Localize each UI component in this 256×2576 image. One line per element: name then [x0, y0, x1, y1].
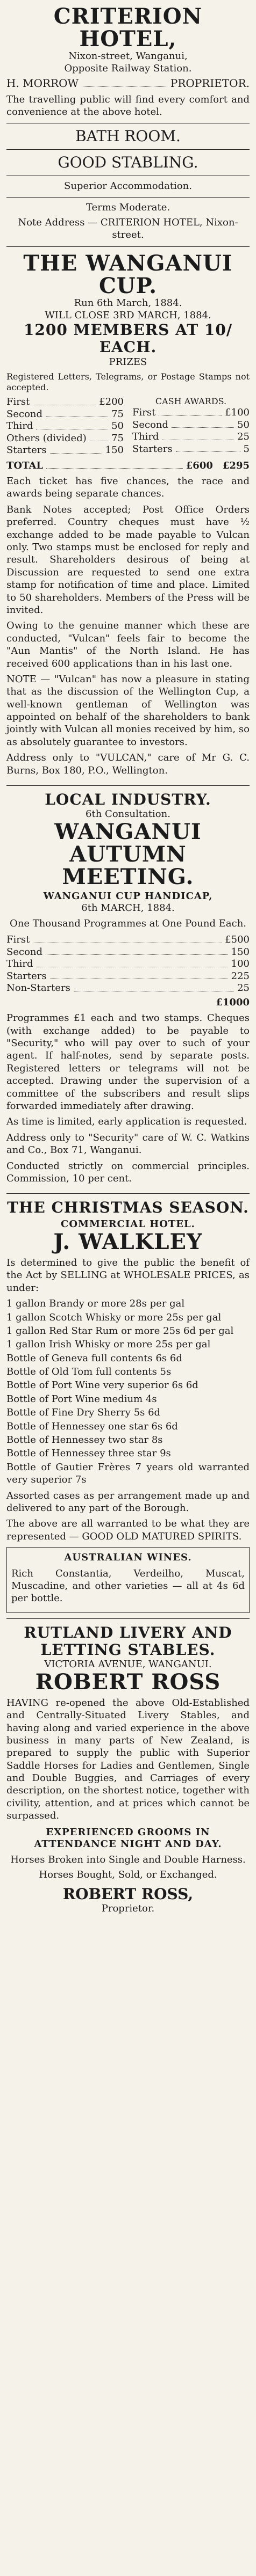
prize-row: Non-Starters 25 — [6, 982, 250, 994]
local-industry-paragraph: Address only to "Security" care of W. C. Watkins and Co., Box 71, Wanganui. — [6, 1132, 250, 1156]
prize-row: First £500 — [6, 934, 250, 946]
criterion-ad-text: The travelling public will find every comfort and convenience at the above hotel. — [6, 94, 250, 118]
commercial-hotel-ad — [6, 1194, 250, 1619]
wanganui-cup-run: Run 6th March, 1884. — [74, 297, 182, 309]
commercial-assorted: Assorted cases as per arrangement made up and delivered to any part of the Borough. — [6, 1490, 250, 1514]
rutland-stables-ad — [6, 1619, 250, 1920]
price-item: 1 gallon Irish Whisky or more 25s per gal — [6, 1339, 211, 1351]
local-industry-paragraph: Conducted strictly on commercial principles. Commission, 10 per cent. — [6, 1160, 250, 1184]
criterion-bath-room: BATH ROOM. — [75, 127, 181, 145]
local-industry-shares: One Thousand Programmes at One Pound Each. — [9, 917, 247, 929]
wanganui-cup-paragraph: Each ticket has five chances, the race and awards being separate chances. — [6, 476, 250, 500]
cash-row: First £100 — [132, 407, 250, 419]
total-value: £600 — [186, 459, 213, 471]
criterion-proprietor-name: H. MORROW — [6, 77, 79, 90]
experienced-grooms: EXPERIENCED GROOMS IN ATTENDANCE NIGHT AND DAY. — [34, 1826, 222, 1850]
dot-leader — [46, 460, 183, 469]
commercial-warranted: The above are all warranted to be what they are represented — GOOD OLD MATURED SPIRITS. — [6, 1518, 250, 1542]
cash-row: Second 50 — [132, 419, 250, 430]
prize-row: Starters 150 — [6, 444, 124, 456]
wanganui-cup-note-postage: Registered Letters, Telegrams, or Postage Stamps not accepted. — [6, 371, 250, 393]
total-right: £295 — [222, 459, 250, 471]
wanganui-cup-prizes-table — [6, 396, 124, 457]
price-item: Bottle of Port Wine medium 4s — [6, 1393, 157, 1405]
wanganui-cup-paragraph: NOTE — "Vulcan" has now a pleasure in stating that as the discussion of the Wellington Cup, a well-known gentleman of Wellington was appointed on behalf of the shareholders to bank jointly with Vulcan all monies received by him, so as absolutely guarantee to investors. — [6, 673, 250, 748]
price-item: Bottle of Hennessey two star 8s — [6, 1434, 163, 1446]
prize-row: Starters 225 — [6, 970, 250, 982]
dot-leader — [82, 77, 167, 87]
wanganui-cup-title: THE WANGANUI CUP. — [23, 251, 233, 299]
prize-row: Third 50 — [6, 420, 124, 432]
wanganui-cup-paragraph: Address only to "VULCAN," care of Mr G. C. Burns, Box 180, P.O., Wellington. — [6, 752, 250, 776]
criterion-hotel-title: CRITERION HOTEL, — [53, 4, 203, 52]
wanganui-cup-handicap: WANGANUI CUP HANDICAP, — [43, 890, 213, 902]
criterion-accommodation: Superior Accommodation. — [64, 180, 192, 192]
commercial-hotel-proprietor: J. WALKLEY — [53, 1229, 203, 1254]
price-item: Bottle of Fine Dry Sherry 5s 6d — [6, 1407, 161, 1419]
wanganui-cup-ad — [6, 247, 250, 786]
rutland-sign-name: ROBERT ROSS, — [62, 1885, 194, 1903]
wanganui-cup-paragraph: Owing to the genuine manner which these are conducted, "Vulcan" feels fair to become the "Aun Mantis" of the North Island. He has received 600 applications than in his last one. — [6, 620, 250, 669]
price-item: Bottle of Old Tom full contents 5s — [6, 1366, 172, 1378]
wanganui-cup-paragraph: Bank Notes accepted; Post Office Orders preferred. Country cheques must have ½ exchange added to be made payable to Vulcan only. Two stamps must be enclosed for reply and result. Shareholders desirous of being at Discussion are requested to send one extra stamp for notification of time and place. Limited to 50 shareholders. Members of the Press will be invited. — [6, 503, 250, 616]
criterion-note-address: Note Address — CRITERION HOTEL, Nixon-street. — [18, 217, 238, 240]
price-item: Bottle of Hennessey one star 6s 6d — [6, 1420, 178, 1432]
australian-wines-text: Rich Constantia, Verdeilho, Muscat, Muscadine, and other varieties — all at 4s 6d per bottle. — [11, 1567, 245, 1604]
total-value: £1000 — [216, 996, 250, 1008]
criterion-terms: Terms Moderate. — [86, 201, 170, 213]
local-industry-ad — [6, 786, 250, 1194]
divider — [6, 197, 250, 198]
prize-row: First £200 — [6, 396, 124, 408]
prize-row: Others (divided) 75 — [6, 432, 124, 444]
cash-row: Starters 5 — [132, 443, 250, 455]
horses-broken: Horses Broken into Single and Double Harness. — [10, 1853, 246, 1865]
wanganui-cup-members: 1200 MEMBERS AT 10/ EACH. — [23, 321, 233, 356]
horses-bought: Horses Bought, Sold, or Exchanged. — [39, 1869, 217, 1881]
wanganui-cup-cash-awards-table — [132, 396, 250, 457]
price-item: 1 gallon Red Star Rum or more 25s 6d per gal — [6, 1325, 234, 1337]
total-label: TOTAL — [6, 459, 44, 471]
wanganui-autumn-title: WANGANUI AUTUMN MEETING. — [54, 819, 202, 889]
prize-row: Second 150 — [6, 946, 250, 958]
price-item: Bottle of Hennessey three star 9s — [6, 1448, 171, 1460]
local-industry-subtitle: 6th Consultation. — [86, 808, 170, 820]
commercial-hotel-title: COMMERCIAL HOTEL. — [61, 1218, 195, 1230]
price-item: Bottle of Gautier Frères 7 years old warranted very superior 7s — [6, 1461, 250, 1486]
price-item: Bottle of Geneva full contents 6s 6d — [6, 1352, 182, 1364]
wanganui-cup-prize-tables — [6, 396, 250, 457]
local-industry-total — [6, 997, 250, 1009]
rutland-stables-text: HAVING re-opened the above Old-Established and Centrally-Situated Livery Stables, and having along and varied experience in the above business in many parts of New Zealand, is prepared to supply the public with Superior Saddle Horses for Ladies and Gentlemen, Single and Double Buggies, and Carriages of every description, on the shortest notice, together with civility, attention, and at prices which cannot be surpassed. — [6, 1697, 250, 1822]
commercial-hotel-intro: Is determined to give the public the benefit of the Act by SELLING at WHOLESALE PRICES, as under: — [6, 1257, 250, 1294]
divider — [6, 149, 250, 150]
wanganui-cup-handicap-date: 6th MARCH, 1884. — [81, 902, 175, 914]
wanganui-cup-close: WILL CLOSE 3RD MARCH, 1884. — [45, 309, 211, 321]
criterion-hotel-proprietor-row — [6, 77, 250, 90]
rutland-stables-title: RUTLAND LIVERY AND LETTING STABLES. — [24, 1623, 232, 1659]
cash-awards-label: CASH AWARDS. — [155, 396, 227, 407]
australian-wines-box — [6, 1547, 250, 1613]
prize-row: Third 100 — [6, 958, 250, 970]
local-industry-title: LOCAL INDUSTRY. — [45, 791, 211, 809]
rutland-stables-proprietor: ROBERT ROSS — [35, 1669, 221, 1695]
prize-row: Second 75 — [6, 408, 124, 420]
price-item: Bottle of Port Wine very superior 6s 6d — [6, 1380, 198, 1391]
criterion-hotel-ad — [6, 0, 250, 247]
australian-wines-title: AUSTRALIAN WINES. — [64, 1552, 192, 1564]
local-industry-paragraph: As time is limited, early application is requested. — [6, 1116, 247, 1128]
rutland-stables-avenue: VICTORIA AVENUE, WANGANUI. — [44, 1659, 212, 1670]
christmas-season-heading: THE CHRISTMAS SEASON. — [7, 1199, 249, 1217]
criterion-hotel-opposite: Opposite Railway Station. — [64, 62, 192, 74]
criterion-hotel-location: Nixon-street, Wanganui, — [68, 50, 188, 62]
local-industry-prizes — [6, 934, 250, 1009]
rutland-sign-title: Proprietor. — [101, 1902, 155, 1914]
wanganui-cup-prizes-label: PRIZES — [109, 356, 147, 368]
local-industry-paragraph: Programmes £1 each and two stamps. Cheques (with exchange added) to be payable to "Security," who will pay over to such of your agent. If half-notes, send by separate posts. Registered letters or telegrams will not be accepted. Drawing under the supervision of a committee of the subscribers and result slips forwarded immediately after drawing. — [6, 1012, 250, 1112]
cash-row: Third 25 — [132, 431, 250, 443]
price-item: 1 gallon Scotch Whisky or more 25s per gal — [6, 1311, 222, 1323]
price-list — [6, 1297, 250, 1486]
criterion-proprietor-label: PROPRIETOR. — [170, 77, 250, 90]
wanganui-cup-total-row — [6, 460, 250, 472]
criterion-stabling: GOOD STABLING. — [58, 153, 198, 171]
price-item: 1 gallon Brandy or more 28s per gal — [6, 1298, 185, 1310]
